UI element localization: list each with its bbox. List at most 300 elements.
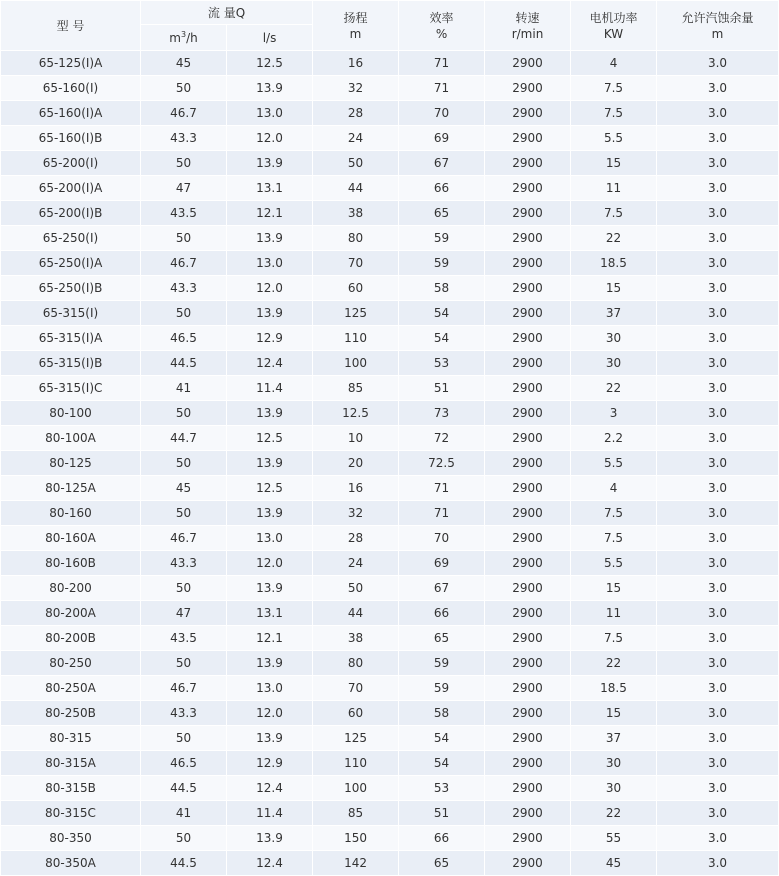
cell-flow-ls: 13.9 (227, 726, 313, 751)
cell-npsh: 3.0 (657, 401, 779, 426)
table-body (1, 51, 779, 876)
cell-efficiency: 65 (399, 851, 485, 876)
cell-npsh: 3.0 (657, 451, 779, 476)
cell-power: 37 (571, 301, 657, 326)
cell-flow-ls: 12.4 (227, 776, 313, 801)
cell-head: 70 (313, 676, 399, 701)
table-row (1, 101, 779, 126)
cell-power: 2.2 (571, 426, 657, 451)
cell-model: 65-160(I) (1, 76, 141, 101)
cell-power: 7.5 (571, 526, 657, 551)
cell-head: 125 (313, 301, 399, 326)
cell-flow-m3h: 50 (141, 451, 227, 476)
table-row (1, 701, 779, 726)
cell-efficiency: 58 (399, 701, 485, 726)
cell-npsh: 3.0 (657, 526, 779, 551)
cell-flow-ls: 12.5 (227, 426, 313, 451)
cell-head: 60 (313, 276, 399, 301)
cell-flow-m3h: 41 (141, 801, 227, 826)
header-head (313, 1, 399, 51)
cell-head: 16 (313, 51, 399, 76)
cell-speed: 2900 (485, 826, 571, 851)
cell-head: 80 (313, 226, 399, 251)
cell-speed: 2900 (485, 226, 571, 251)
cell-model: 80-250B (1, 701, 141, 726)
cell-flow-ls: 11.4 (227, 376, 313, 401)
table-row (1, 576, 779, 601)
cell-power: 4 (571, 476, 657, 501)
cell-power: 5.5 (571, 451, 657, 476)
cell-power: 5.5 (571, 551, 657, 576)
table-row (1, 826, 779, 851)
cell-model: 65-125(I)A (1, 51, 141, 76)
cell-efficiency: 59 (399, 251, 485, 276)
table-row (1, 76, 779, 101)
cell-head: 12.5 (313, 401, 399, 426)
table-row (1, 426, 779, 451)
table-row (1, 351, 779, 376)
cell-head: 28 (313, 101, 399, 126)
cell-speed: 2900 (485, 526, 571, 551)
cell-head: 85 (313, 801, 399, 826)
cell-head: 50 (313, 151, 399, 176)
cell-flow-ls: 12.4 (227, 351, 313, 376)
table-row (1, 601, 779, 626)
cell-npsh: 3.0 (657, 426, 779, 451)
cell-power: 15 (571, 701, 657, 726)
header-npsh-label: 允许汽蚀余量 (681, 10, 754, 25)
cell-speed: 2900 (485, 201, 571, 226)
cell-efficiency: 70 (399, 101, 485, 126)
cell-head: 10 (313, 426, 399, 451)
table-row (1, 126, 779, 151)
cell-flow-ls: 13.9 (227, 401, 313, 426)
cell-power: 18.5 (571, 251, 657, 276)
cell-flow-m3h: 43.5 (141, 626, 227, 651)
cell-efficiency: 69 (399, 126, 485, 151)
cell-head: 38 (313, 201, 399, 226)
cell-head: 125 (313, 726, 399, 751)
cell-efficiency: 59 (399, 226, 485, 251)
cell-flow-m3h: 46.5 (141, 326, 227, 351)
cell-flow-ls: 13.9 (227, 151, 313, 176)
cell-head: 70 (313, 251, 399, 276)
cell-model: 80-315 (1, 726, 141, 751)
cell-flow-ls: 12.0 (227, 276, 313, 301)
cell-model: 80-350 (1, 826, 141, 851)
cell-model: 65-160(I)A (1, 101, 141, 126)
cell-efficiency: 67 (399, 151, 485, 176)
table-row (1, 326, 779, 351)
cell-power: 7.5 (571, 501, 657, 526)
cell-flow-m3h: 50 (141, 151, 227, 176)
header-speed-label: 转速 (515, 10, 540, 25)
cell-flow-ls: 13.9 (227, 651, 313, 676)
cell-flow-ls: 13.0 (227, 676, 313, 701)
cell-model: 65-200(I) (1, 151, 141, 176)
cell-power: 18.5 (571, 676, 657, 701)
cell-head: 38 (313, 626, 399, 651)
cell-speed: 2900 (485, 251, 571, 276)
cell-model: 80-200A (1, 601, 141, 626)
table-row (1, 626, 779, 651)
cell-head: 50 (313, 576, 399, 601)
cell-npsh: 3.0 (657, 176, 779, 201)
cell-npsh: 3.0 (657, 776, 779, 801)
cell-flow-ls: 13.9 (227, 501, 313, 526)
cell-efficiency: 66 (399, 601, 485, 626)
cell-model: 65-315(I)A (1, 326, 141, 351)
cell-npsh: 3.0 (657, 201, 779, 226)
cell-npsh: 3.0 (657, 801, 779, 826)
cell-model: 80-200 (1, 576, 141, 601)
cell-model: 80-250A (1, 676, 141, 701)
cell-model: 80-315C (1, 801, 141, 826)
table-row (1, 176, 779, 201)
cell-efficiency: 54 (399, 751, 485, 776)
header-speed-unit: r/min (511, 26, 544, 41)
cell-flow-m3h: 46.5 (141, 751, 227, 776)
cell-model: 80-315A (1, 751, 141, 776)
cell-head: 32 (313, 501, 399, 526)
cell-power: 22 (571, 651, 657, 676)
cell-flow-m3h: 47 (141, 601, 227, 626)
cell-model: 80-100A (1, 426, 141, 451)
cell-flow-m3h: 43.3 (141, 551, 227, 576)
cell-flow-ls: 12.4 (227, 851, 313, 876)
cell-flow-ls: 13.0 (227, 251, 313, 276)
cell-npsh: 3.0 (657, 151, 779, 176)
cell-efficiency: 53 (399, 351, 485, 376)
cell-flow-m3h: 50 (141, 226, 227, 251)
cell-speed: 2900 (485, 501, 571, 526)
cell-power: 30 (571, 776, 657, 801)
cell-model: 80-125 (1, 451, 141, 476)
table-row (1, 251, 779, 276)
cell-speed: 2900 (485, 176, 571, 201)
cell-model: 80-160B (1, 551, 141, 576)
cell-model: 65-160(I)B (1, 126, 141, 151)
cell-head: 32 (313, 76, 399, 101)
table-row (1, 476, 779, 501)
cell-efficiency: 70 (399, 526, 485, 551)
cell-npsh: 3.0 (657, 726, 779, 751)
cell-npsh: 3.0 (657, 51, 779, 76)
cell-power: 30 (571, 326, 657, 351)
cell-speed: 2900 (485, 626, 571, 651)
cell-npsh: 3.0 (657, 651, 779, 676)
header-flow-m3h: $m^3/h$ (141, 25, 227, 51)
header-efficiency (399, 1, 485, 51)
header-power (571, 1, 657, 51)
cell-power: 55 (571, 826, 657, 851)
cell-npsh: 3.0 (657, 501, 779, 526)
cell-model: 80-250 (1, 651, 141, 676)
cell-power: 7.5 (571, 626, 657, 651)
cell-head: 20 (313, 451, 399, 476)
cell-head: 44 (313, 601, 399, 626)
cell-speed: 2900 (485, 576, 571, 601)
cell-npsh: 3.0 (657, 226, 779, 251)
header-efficiency-label: 效率 (429, 10, 454, 25)
cell-npsh: 3.0 (657, 351, 779, 376)
cell-speed: 2900 (485, 101, 571, 126)
table-row (1, 451, 779, 476)
cell-efficiency: 71 (399, 476, 485, 501)
cell-flow-ls: 13.9 (227, 576, 313, 601)
cell-power: 15 (571, 576, 657, 601)
cell-power: 22 (571, 226, 657, 251)
cell-power: 22 (571, 376, 657, 401)
cell-model: 80-200B (1, 626, 141, 651)
cell-speed: 2900 (485, 701, 571, 726)
cell-flow-ls: 13.9 (227, 451, 313, 476)
cell-speed: 2900 (485, 801, 571, 826)
cell-power: 15 (571, 151, 657, 176)
cell-npsh: 3.0 (657, 551, 779, 576)
table-row (1, 226, 779, 251)
cell-speed: 2900 (485, 476, 571, 501)
cell-power: 22 (571, 801, 657, 826)
cell-npsh: 3.0 (657, 601, 779, 626)
cell-efficiency: 65 (399, 201, 485, 226)
cell-efficiency: 67 (399, 576, 485, 601)
cell-efficiency: 58 (399, 276, 485, 301)
cell-speed: 2900 (485, 126, 571, 151)
cell-flow-m3h: 50 (141, 651, 227, 676)
cell-npsh: 3.0 (657, 851, 779, 876)
cell-head: 24 (313, 551, 399, 576)
cell-power: 3 (571, 401, 657, 426)
cell-npsh: 3.0 (657, 751, 779, 776)
cell-npsh: 3.0 (657, 101, 779, 126)
cell-flow-ls: 13.0 (227, 526, 313, 551)
cell-flow-ls: 12.1 (227, 201, 313, 226)
table-header (1, 1, 779, 51)
header-flow-ls: l/s (227, 25, 313, 51)
table-row (1, 151, 779, 176)
cell-flow-m3h: 46.7 (141, 526, 227, 551)
cell-npsh: 3.0 (657, 276, 779, 301)
cell-efficiency: 59 (399, 651, 485, 676)
cell-efficiency: 53 (399, 776, 485, 801)
cell-model: 65-315(I)B (1, 351, 141, 376)
cell-npsh: 3.0 (657, 576, 779, 601)
cell-speed: 2900 (485, 726, 571, 751)
cell-power: 45 (571, 851, 657, 876)
table-row (1, 751, 779, 776)
cell-flow-m3h: 44.5 (141, 351, 227, 376)
table-row (1, 301, 779, 326)
cell-flow-m3h: 50 (141, 826, 227, 851)
cell-head: 110 (313, 326, 399, 351)
header-flow: 流 量Q (141, 1, 313, 25)
header-head-label: 扬程 (343, 10, 368, 25)
table-row (1, 51, 779, 76)
cell-head: 85 (313, 376, 399, 401)
cell-flow-m3h: 45 (141, 476, 227, 501)
cell-model: 80-160A (1, 526, 141, 551)
cell-efficiency: 54 (399, 726, 485, 751)
cell-head: 100 (313, 776, 399, 801)
cell-speed: 2900 (485, 676, 571, 701)
cell-head: 150 (313, 826, 399, 851)
cell-flow-m3h: 50 (141, 726, 227, 751)
cell-speed: 2900 (485, 376, 571, 401)
cell-speed: 2900 (485, 401, 571, 426)
cell-model: 80-125A (1, 476, 141, 501)
cell-flow-m3h: 43.3 (141, 276, 227, 301)
cell-model: 65-315(I) (1, 301, 141, 326)
cell-speed: 2900 (485, 51, 571, 76)
cell-npsh: 3.0 (657, 251, 779, 276)
cell-flow-ls: 13.9 (227, 76, 313, 101)
cell-power: 5.5 (571, 126, 657, 151)
table-row (1, 376, 779, 401)
cell-model: 65-250(I)A (1, 251, 141, 276)
cell-speed: 2900 (485, 151, 571, 176)
cell-head: 142 (313, 851, 399, 876)
header-speed (485, 1, 571, 51)
cell-speed: 2900 (485, 276, 571, 301)
cell-efficiency: 66 (399, 826, 485, 851)
cell-flow-m3h: 43.3 (141, 701, 227, 726)
cell-speed: 2900 (485, 851, 571, 876)
cell-flow-m3h: 43.3 (141, 126, 227, 151)
cell-model: 80-160 (1, 501, 141, 526)
cell-speed: 2900 (485, 551, 571, 576)
header-power-unit: KW (603, 26, 624, 41)
header-npsh-unit: m (711, 26, 724, 41)
header-npsh (657, 1, 779, 51)
cell-model: 65-315(I)C (1, 376, 141, 401)
cell-flow-m3h: 46.7 (141, 251, 227, 276)
cell-speed: 2900 (485, 351, 571, 376)
cell-power: 7.5 (571, 101, 657, 126)
table-row (1, 526, 779, 551)
table-row (1, 501, 779, 526)
cell-power: 11 (571, 176, 657, 201)
cell-flow-ls: 13.9 (227, 226, 313, 251)
cell-speed: 2900 (485, 326, 571, 351)
table-row (1, 401, 779, 426)
cell-flow-ls: 12.1 (227, 626, 313, 651)
cell-efficiency: 71 (399, 76, 485, 101)
cell-head: 110 (313, 751, 399, 776)
cell-power: 11 (571, 601, 657, 626)
cell-power: 30 (571, 751, 657, 776)
cell-flow-ls: 13.9 (227, 826, 313, 851)
cell-flow-ls: 12.9 (227, 326, 313, 351)
cell-flow-ls: 12.0 (227, 126, 313, 151)
cell-npsh: 3.0 (657, 676, 779, 701)
cell-flow-ls: 13.1 (227, 601, 313, 626)
cell-head: 28 (313, 526, 399, 551)
cell-speed: 2900 (485, 301, 571, 326)
cell-flow-ls: 13.0 (227, 101, 313, 126)
cell-flow-m3h: 50 (141, 501, 227, 526)
header-model: 型 号 (1, 1, 141, 51)
cell-flow-ls: 11.4 (227, 801, 313, 826)
cell-head: 44 (313, 176, 399, 201)
cell-npsh: 3.0 (657, 76, 779, 101)
header-head-unit: m (349, 26, 362, 41)
cell-speed: 2900 (485, 76, 571, 101)
table-row (1, 201, 779, 226)
cell-flow-ls: 12.5 (227, 51, 313, 76)
cell-flow-m3h: 44.7 (141, 426, 227, 451)
table-row (1, 276, 779, 301)
cell-efficiency: 59 (399, 676, 485, 701)
cell-flow-ls: 12.5 (227, 476, 313, 501)
cell-efficiency: 54 (399, 301, 485, 326)
cell-flow-m3h: 41 (141, 376, 227, 401)
table-row (1, 651, 779, 676)
cell-flow-m3h: 50 (141, 76, 227, 101)
cell-flow-m3h: 44.5 (141, 851, 227, 876)
cell-speed: 2900 (485, 751, 571, 776)
cell-flow-m3h: 44.5 (141, 776, 227, 801)
cell-flow-m3h: 50 (141, 301, 227, 326)
cell-efficiency: 54 (399, 326, 485, 351)
cell-npsh: 3.0 (657, 826, 779, 851)
cell-model: 65-200(I)A (1, 176, 141, 201)
cell-speed: 2900 (485, 651, 571, 676)
cell-npsh: 3.0 (657, 376, 779, 401)
cell-power: 30 (571, 351, 657, 376)
cell-efficiency: 72.5 (399, 451, 485, 476)
cell-flow-m3h: 50 (141, 576, 227, 601)
table-row (1, 801, 779, 826)
cell-model: 80-350A (1, 851, 141, 876)
cell-npsh: 3.0 (657, 701, 779, 726)
cell-speed: 2900 (485, 601, 571, 626)
cell-flow-ls: 13.1 (227, 176, 313, 201)
header-power-label: 电机功率 (589, 10, 638, 25)
cell-flow-m3h: 43.5 (141, 201, 227, 226)
cell-power: 15 (571, 276, 657, 301)
cell-flow-ls: 12.9 (227, 751, 313, 776)
cell-efficiency: 65 (399, 626, 485, 651)
cell-model: 80-100 (1, 401, 141, 426)
cell-efficiency: 71 (399, 51, 485, 76)
cell-flow-ls: 12.0 (227, 701, 313, 726)
cell-head: 16 (313, 476, 399, 501)
cell-model: 80-315B (1, 776, 141, 801)
cell-power: 37 (571, 726, 657, 751)
cell-power: 4 (571, 51, 657, 76)
cell-flow-ls: 12.0 (227, 551, 313, 576)
cell-npsh: 3.0 (657, 476, 779, 501)
cell-speed: 2900 (485, 451, 571, 476)
cell-speed: 2900 (485, 776, 571, 801)
cell-speed: 2900 (485, 426, 571, 451)
cell-efficiency: 71 (399, 501, 485, 526)
cell-head: 100 (313, 351, 399, 376)
cell-head: 60 (313, 701, 399, 726)
cell-head: 24 (313, 126, 399, 151)
table-row (1, 726, 779, 751)
table-row (1, 851, 779, 876)
table-row (1, 676, 779, 701)
cell-head: 80 (313, 651, 399, 676)
cell-npsh: 3.0 (657, 326, 779, 351)
cell-flow-ls: 13.9 (227, 301, 313, 326)
cell-model: 65-200(I)B (1, 201, 141, 226)
cell-efficiency: 66 (399, 176, 485, 201)
cell-flow-m3h: 45 (141, 51, 227, 76)
cell-flow-m3h: 50 (141, 401, 227, 426)
